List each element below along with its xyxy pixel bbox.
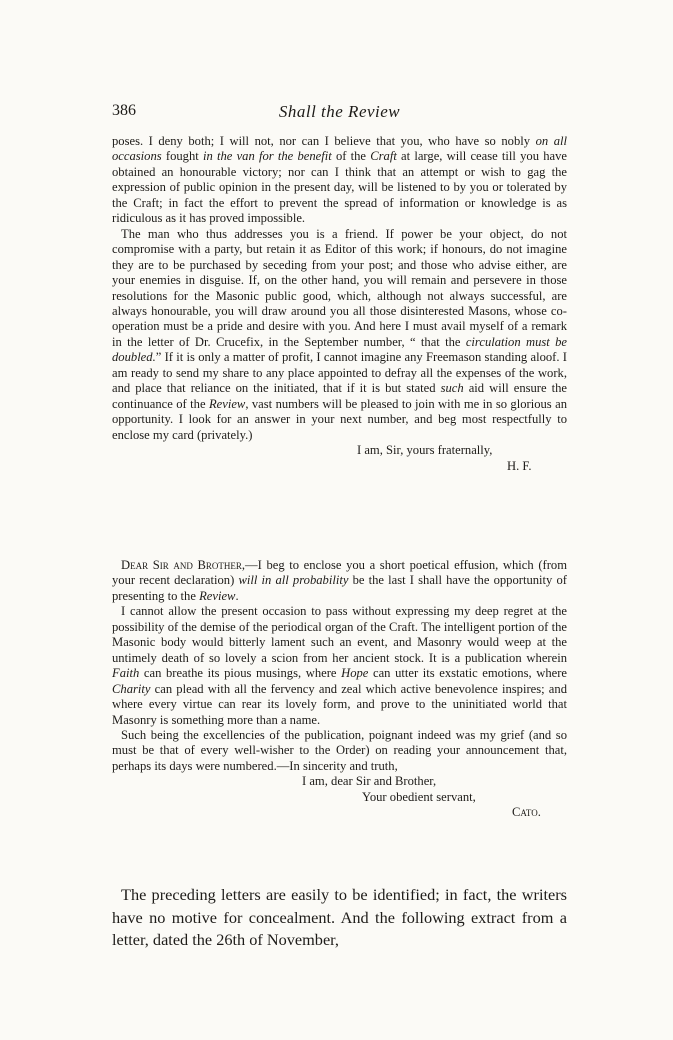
page-number: 386 (112, 102, 136, 119)
italic-phrase: will in all probability (238, 573, 349, 588)
letter-cato-closing-1: I am, dear Sir and Brother, (302, 774, 437, 789)
letter-cato-closing-2: Your obedient servant, (362, 789, 476, 804)
italic-phrase: circulation must be doubled. (112, 334, 567, 365)
letter-cato (112, 558, 567, 821)
letter-hf-closing: I am, Sir, yours fraternally, (357, 443, 493, 458)
page-header (112, 102, 567, 124)
letter-cato-paragraph-1-body: —I beg to enclose you a short poetical effusion, which (from your recent declaration) will in all probability be the last I shall have the opportunity of presenting to the Review. (112, 558, 567, 603)
italic-phrase: Review (208, 396, 246, 411)
italic-phrase: on all occasions (112, 134, 567, 164)
letter-cato-paragraph-3: Such being the excellencies of the publication, poignant indeed was my grief (and so must be that of every well-wisher to the Order) on reading your announcement that, perhaps its days were numbered.—In sincerity and truth, (112, 727, 567, 773)
letter-hf (112, 134, 567, 474)
editorial-text (112, 884, 567, 952)
letter-cato-paragraph-2: I cannot allow the present occasion to pass without expressing my deep regret at the possibility of the demise of the periodical organ of the Craft. The intelligent portion of the Masonic body would bitterly lament such an event, and Masonry would weep at the untimely death of so lovely a scion from her ancient stock. It is a publication wherein Faith can breathe its pious musings, where Hope can utter its exstatic emotions, where Charity can plead with all the fervency and zeal which active benevolence inspires; and where every virtue can rear its lovely form, and prove to the uninitiated world that Masonry is something more than a name. (112, 604, 567, 727)
editorial-paragraph: The preceding letters are easily to be identified; in fact, the writers have no motive for concealment. And the following extract from a letter, dated the 26th of November, (112, 885, 567, 949)
running-title: Shall the Review (278, 102, 401, 121)
italic-phrase: in the van for the benefit (202, 149, 332, 164)
letter-hf-paragraph-2: The man who thus addresses you is a friend. If power be your object, do not compromise with a party, but retain it as Editor of this work; if honours, do not imagine they are to be purchased by seceding from your post; and those who advise either, are your enemies in disguise. If, on the other hand, you will remain and persevere in those resolutions for the Masonic public good, which, although not always successful, are always honourable, you will draw around you all those disinterested Masons, whose co-operation must be a pride and desire with you. And here I must avail myself of a remark in the letter of Dr. Crucefix, in the September number, “ that the circulation must be doubled.” If it is only a matter of profit, I cannot imagine any Freemason standing aloof. I am ready to send my share to any place appointed to defray all the expenses of the work, and place that reliance on the initiated, that if it is but stated such aid will ensure the continuance of the Review, vast numbers will be pleased to join with me in so glorious an opportunity. I look for an answer in your next number, and beg most respectfully to enclose my card (privately.) (112, 226, 568, 442)
letter-cato-paragraph-1 (112, 558, 567, 604)
italic-phrase: Review (199, 588, 236, 603)
italic-phrase: such (440, 381, 464, 396)
italic-phrase: Craft (370, 149, 397, 164)
letter-cato-signature: Cato. (512, 805, 541, 820)
italic-phrase: Hope (341, 666, 369, 681)
letter-hf-signature: H. F. (507, 458, 532, 473)
letter-hf-paragraph-1: poses. I deny both; I will not, nor can I believe that you, who have so nobly on all occasions fought in the van for the benefit of the Craft at large, will cease till you have obtained an honourable victory; nor can I think that an attempt or wish to gag the expression of public opinion in the present day, will be listened to by you or tolerated by the Craft; in fact the effort to prevent the spread of information or knowledge is as ridiculous as it has proved impossible. (112, 134, 567, 226)
salutation: Dear Sir and Brother, (121, 558, 246, 572)
italic-phrase: Faith (112, 666, 140, 681)
italic-phrase: Charity (112, 681, 151, 696)
